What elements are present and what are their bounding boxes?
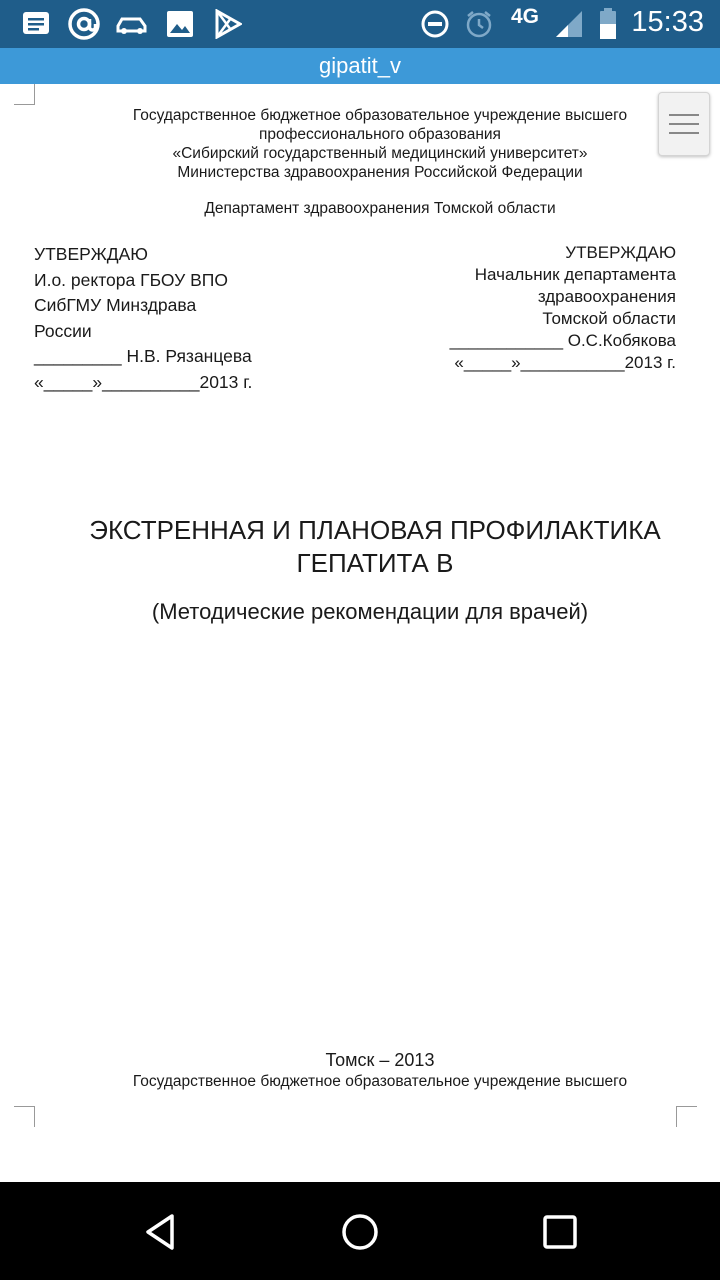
header-line: Министерства здравоохранения Российской Федерации — [177, 164, 583, 181]
message-icon — [20, 8, 52, 40]
network-type: 4G — [511, 5, 540, 28]
header-line: «Сибирский государственный медицинский университет» — [172, 145, 588, 162]
menu-icon — [669, 123, 699, 125]
image-icon — [164, 8, 196, 40]
page-corner-mark — [676, 1106, 697, 1127]
approval-line: УТВЕРЖДАЮ — [34, 244, 148, 264]
navigation-bar — [0, 1182, 720, 1280]
main-title-line: ЭКСТРЕННАЯ И ПЛАНОВАЯ ПРОФИЛАКТИКА — [89, 515, 661, 545]
approval-line: «_____»___________2013 г. — [454, 353, 676, 372]
status-bar — [0, 0, 720, 48]
signal-icon — [553, 8, 585, 40]
main-title — [60, 514, 690, 580]
header-line: профессионального образования — [259, 126, 501, 143]
page-corner-mark — [14, 1106, 35, 1127]
approval-line: России — [34, 320, 92, 341]
recents-icon — [540, 1212, 580, 1252]
approval-line: «_____»__________2013 г. — [34, 371, 253, 392]
alarm-icon — [463, 8, 495, 40]
approval-line: здравоохранения — [537, 287, 676, 306]
home-icon — [340, 1212, 380, 1252]
main-title-line: ГЕПАТИТА В — [296, 548, 454, 578]
play-store-icon — [212, 8, 244, 40]
header-line: Государственное бюджетное образовательное учреждение высшего — [132, 107, 628, 124]
footer-city-year: Томск – 2013 — [325, 1050, 435, 1070]
recents-button[interactable] — [530, 1202, 590, 1262]
institution-header — [80, 106, 680, 182]
approval-line: СибГМУ Минздрава — [34, 295, 197, 315]
menu-icon — [669, 132, 699, 134]
approval-line: ____________ О.С.Кобякова — [449, 331, 676, 350]
approval-line: _________ Н.В. Рязанцева — [34, 346, 252, 366]
approval-line: И.о. ректора ГБОУ ВПО — [34, 269, 228, 290]
approval-line: Томской области — [542, 309, 676, 328]
document-title-bar — [0, 48, 720, 84]
page-corner-mark — [14, 84, 35, 105]
footer-institution: Государственное бюджетное образовательное учреждение высшего — [132, 1073, 628, 1090]
home-button[interactable] — [330, 1202, 390, 1262]
subtitle: (Методические рекомендации для врачей) — [151, 599, 589, 624]
at-icon — [66, 8, 102, 40]
menu-button[interactable] — [658, 92, 710, 156]
menu-icon — [669, 114, 699, 116]
approval-block-rector — [34, 242, 334, 395]
document-page[interactable] — [0, 84, 720, 1182]
clock-time: 15:33 — [631, 6, 704, 38]
back-icon — [140, 1212, 180, 1252]
approval-line: Начальник департамента — [474, 265, 676, 284]
dnd-icon — [419, 8, 451, 40]
department-line: Департамент здравоохранения Томской области — [204, 200, 556, 217]
car-icon — [114, 8, 150, 40]
document-title: gipatit_v — [319, 53, 401, 78]
battery-icon — [596, 8, 620, 40]
back-button[interactable] — [130, 1202, 190, 1262]
approval-line: УТВЕРЖДАЮ — [565, 243, 676, 262]
approval-block-department — [376, 242, 676, 374]
